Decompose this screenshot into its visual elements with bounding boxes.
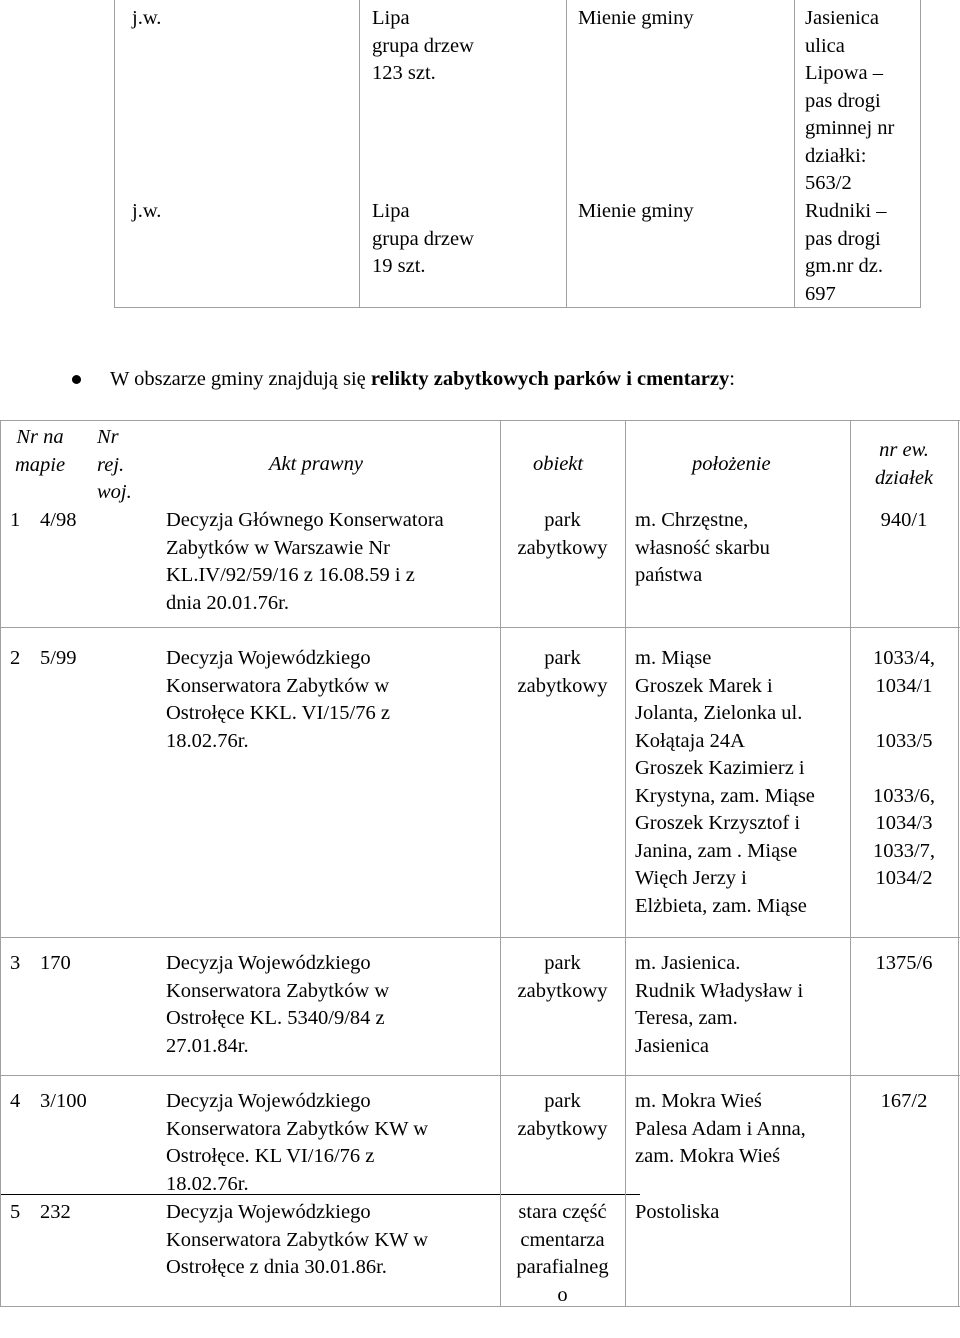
table-cell-plots: 1375/6 (875, 952, 933, 974)
table-border (0, 420, 1, 1307)
table-cell-object: park zabytkowy (517, 952, 608, 1002)
table-cell: Lipa grupa drzew 123 szt. (372, 7, 474, 84)
header-plots: nr ew. działek (874, 439, 934, 489)
bullet-text (110, 366, 735, 394)
table-border (0, 420, 960, 421)
table-cell-act: Decyzja Wojewódzkiego Konserwatora Zabytków KW w Ostrołęce. KL VI/16/76 z 18.02.76r. (166, 1090, 429, 1195)
top-table-border (114, 307, 921, 308)
table-cell-object: stara część cmentarza parafialneg o (516, 1201, 609, 1306)
bullet-prefix: W obszarze gminy znajdują się (110, 368, 371, 390)
table-cell: Rudniki – pas drogi gm.nr dz. 697 (805, 200, 887, 305)
table-cell: Jasienica ulica Lipowa – pas drogi gminnej nr działki: 563/2 (805, 7, 895, 194)
table-cell-nr: 5 (10, 1201, 21, 1223)
table-cell-act: Decyzja Wojewódzkiego Konserwatora Zabytków w Ostrołęce KL. 5340/9/84 z 27.01.84r. (166, 952, 390, 1057)
table-border (625, 420, 626, 1307)
table-cell-location: Postoliska (635, 1201, 720, 1223)
table-border (0, 1306, 960, 1307)
table-cell-act: Decyzja Głównego Konserwatora Zabytków w Warszawie Nr KL.IV/92/59/16 z 16.08.59 i z dnia 20.01.76r. (166, 509, 444, 614)
table-cell-act: Decyzja Wojewódzkiego Konserwatora Zabytków KW w Ostrołęce z dnia 30.01.86r. (166, 1201, 429, 1278)
table-cell-act: Decyzja Wojewódzkiego Konserwatora Zabytków w Ostrołęce KKL. VI/15/76 z 18.02.76r. (166, 647, 390, 752)
header-nr-rej: Nr rej. woj. (97, 426, 132, 503)
table-cell-rej: 170 (40, 952, 71, 974)
table-cell-rej: 3/100 (40, 1090, 87, 1112)
table-border (958, 420, 959, 1307)
top-table-border (794, 0, 795, 308)
table-cell-nr: 3 (10, 952, 21, 974)
table-cell-object: park zabytkowy (517, 1090, 608, 1140)
table-border (0, 627, 960, 628)
table-cell-location: m. Miąse Groszek Marek i Jolanta, Zielonka ul. Kołątaja 24A Groszek Kazimierz i Krystyna, zam. Miąse Groszek Krzysztof i Janina, zam . Miąse Więch Jerzy i Elżbieta, zam. Miąse (635, 647, 815, 917)
table-border (0, 1075, 960, 1076)
table-cell: Mienie gminy (578, 200, 694, 222)
bullet-icon (72, 375, 81, 384)
table-cell-object: park zabytkowy (517, 647, 608, 697)
table-cell: Mienie gminy (578, 7, 694, 29)
top-table-border (566, 0, 567, 308)
header-nr-map: Nr na mapie (14, 426, 66, 476)
table-cell-rej: 232 (40, 1201, 71, 1223)
top-table-border (920, 0, 921, 308)
table-cell-plots: 940/1 (880, 509, 928, 531)
table-cell-nr: 2 (10, 647, 21, 669)
bullet-bold: relikty zabytkowych parków i cmentarzy (370, 368, 730, 390)
table-cell-nr: 4 (10, 1090, 21, 1112)
header-location: położenie (692, 453, 771, 475)
table-cell-rej: 4/98 (40, 509, 77, 531)
table-border (0, 937, 960, 938)
table-cell: j.w. (132, 7, 162, 29)
top-table-border (114, 0, 115, 308)
header-object: obiekt (533, 453, 584, 475)
table-cell-location: m. Mokra Wieś Palesa Adam i Anna, zam. Mokra Wieś (635, 1090, 806, 1167)
table-cell-plots: 167/2 (880, 1090, 928, 1112)
table-cell: Lipa grupa drzew 19 szt. (372, 200, 474, 277)
table-cell-location: m. Chrzęstne, własność skarbu państwa (635, 509, 770, 586)
top-table-border (359, 0, 360, 308)
bullet-suffix: : (729, 368, 735, 390)
table-cell: j.w. (132, 200, 162, 222)
header-act: Akt prawny (269, 453, 363, 475)
table-cell-plots: 1033/4, 1034/1 1033/5 1033/6, 1034/3 1033/7, 1034/2 (872, 647, 936, 889)
table-cell-object: park zabytkowy (517, 509, 608, 559)
table-cell-location: m. Jasienica. Rudnik Władysław i Teresa, zam. Jasienica (635, 952, 804, 1057)
table-cell-nr: 1 (10, 509, 21, 531)
table-cell-rej: 5/99 (40, 647, 77, 669)
